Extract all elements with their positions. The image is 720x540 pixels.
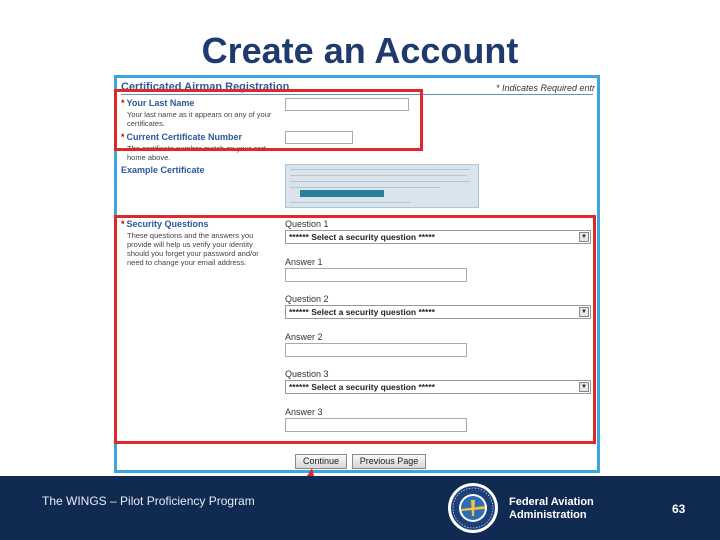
chevron-down-icon: ▼ [579, 232, 589, 242]
last-name-label: * Your Last Name [121, 98, 195, 108]
last-name-hint: Your last name as it appears on any of your certificates. [127, 110, 272, 128]
question-3-select[interactable]: ****** Select a security question ***** ▼ [285, 380, 591, 394]
question-3-label: Question 3 [285, 369, 329, 379]
slide-title: Create an Account [201, 30, 519, 71]
question-2-select[interactable]: ****** Select a security question ***** ▼ [285, 305, 591, 319]
answer-3-label: Answer 3 [285, 407, 323, 417]
example-certificate-image [285, 164, 479, 208]
continue-button[interactable]: Continue [295, 454, 347, 469]
cert-number-hint: The certificate number match on your cert home above. [127, 144, 266, 162]
security-highlight-box [114, 215, 596, 444]
cert-number-label: * Current Certificate Number [121, 132, 243, 142]
faa-seal-icon [447, 482, 499, 534]
slide-footer [0, 476, 720, 540]
agency-name: Federal Aviation Administration [509, 496, 594, 521]
security-questions-label: * Security Questions [121, 219, 209, 229]
answer-1-label: Answer 1 [285, 257, 323, 267]
question-2-label: Question 2 [285, 294, 329, 304]
identity-highlight-box [114, 89, 423, 151]
question-1-select[interactable]: ****** Select a security question ***** ▼ [285, 230, 591, 244]
question-1-label: Question 1 [285, 219, 329, 229]
previous-page-button[interactable]: Previous Page [352, 454, 426, 469]
program-name: The WINGS – Pilot Proficiency Program [42, 494, 255, 508]
chevron-down-icon: ▼ [579, 307, 589, 317]
answer-2-label: Answer 2 [285, 332, 323, 342]
security-questions-hint: These questions and the answers you provide will help us verify your identity should you forget your password and/or need to change your email address. [127, 231, 259, 267]
required-note: * Indicates Required entr [495, 83, 595, 93]
chevron-down-icon: ▼ [579, 382, 589, 392]
page-number: 63 [672, 502, 686, 516]
form-title: Certificated Airman Registration [121, 81, 290, 93]
example-certificate-link[interactable]: Example Certificate [121, 165, 205, 175]
